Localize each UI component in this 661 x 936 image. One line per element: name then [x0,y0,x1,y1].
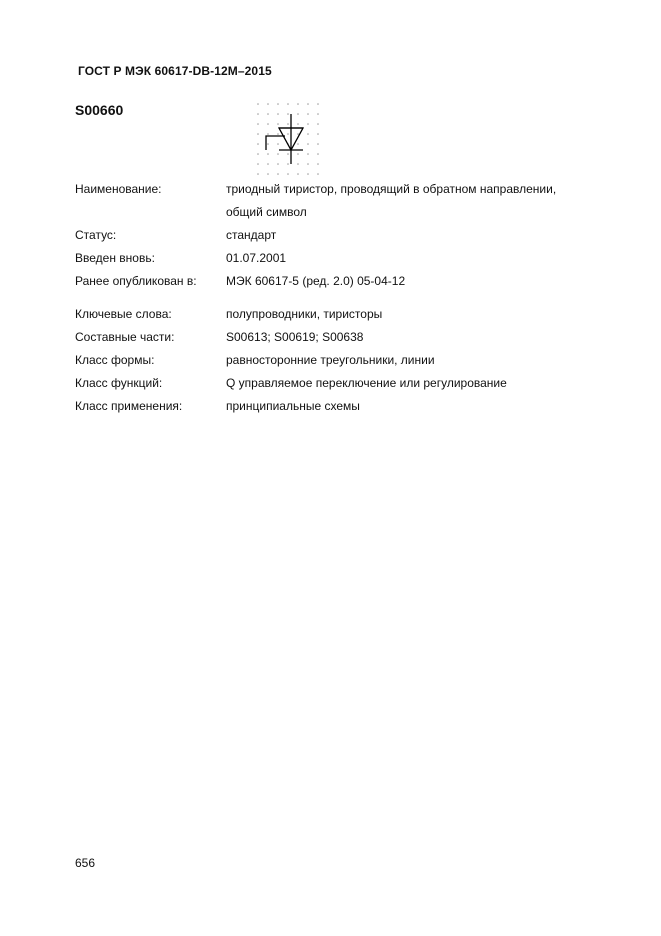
grid-dot [257,133,259,135]
symbol-attributes [75,178,595,418]
grid-dot [317,103,319,105]
grid-dot [257,153,259,155]
grid-dot [267,123,269,125]
grid-dot [257,103,259,105]
grid-dot [307,113,309,115]
symbol-gate [266,136,285,150]
grid-dot [307,153,309,155]
grid-dot [277,123,279,125]
attribute-row [75,270,595,293]
grid-dot [287,133,289,135]
grid-dot [277,103,279,105]
attribute-value: стандарт [226,228,277,242]
attribute-value: принципиальные схемы [226,399,360,413]
grid-dot [297,113,299,115]
group-gap [75,293,595,303]
grid-dot [287,173,289,175]
grid-dot [257,173,259,175]
grid-dot [307,133,309,135]
grid-dot [267,133,269,135]
attribute-label: Класс применения: [75,399,183,413]
attribute-row [75,303,595,326]
attribute-row [75,326,595,349]
grid-dot [307,173,309,175]
attribute-value: 01.07.2001 [226,251,287,265]
attribute-label: Ключевые слова: [75,307,172,321]
grid-dot [307,123,309,125]
attribute-label: Составные части: [75,330,175,344]
grid-dot [287,153,289,155]
grid-dot [297,163,299,165]
grid-dot [277,163,279,165]
attribute-group-secondary [75,303,595,418]
document-header: ГОСТ Р МЭК 60617-DB-12M–2015 [78,64,272,78]
attribute-label: Статус: [75,228,117,242]
reverse-conducting-triode-thyristor-icon [252,100,324,178]
grid-dot [267,143,269,145]
attribute-label: Класс функций: [75,376,163,390]
grid-dot [277,133,279,135]
attribute-label: Ранее опубликован в: [75,274,197,288]
attribute-row [75,372,595,395]
attribute-row [75,395,595,418]
grid-dot [267,113,269,115]
grid-dot [287,103,289,105]
grid-dot [317,173,319,175]
attribute-row [75,349,595,372]
grid-dot [277,143,279,145]
attribute-label: Наименование: [75,182,162,196]
grid-dot [297,123,299,125]
grid-dot [257,113,259,115]
attribute-label: Класс формы: [75,353,155,367]
grid-dot [277,153,279,155]
grid-dot [307,143,309,145]
grid-dot [297,103,299,105]
attribute-value: триодный тиристор, проводящий в обратном направлении, общий символ [226,182,557,219]
grid-dot [267,153,269,155]
grid-dot [297,153,299,155]
page-number: 656 [75,856,96,870]
grid-dot [287,113,289,115]
attribute-value: МЭК 60617-5 (ред. 2.0) 05-04-12 [226,274,406,288]
attribute-label: Введен вновь: [75,251,155,265]
grid-dot [297,133,299,135]
grid-dot [317,153,319,155]
grid-dot [307,103,309,105]
grid-dot [287,123,289,125]
symbol-code: S00660 [75,102,124,118]
grid-dot [257,123,259,125]
attribute-value: Q управляемое переключение или регулирование [226,376,507,390]
grid-dot [317,133,319,135]
attribute-row [75,224,595,247]
grid-dot [277,113,279,115]
grid-dot [317,113,319,115]
attribute-row [75,178,595,224]
attribute-row [75,247,595,270]
grid-dot [287,163,289,165]
attribute-value: полупроводники, тиристоры [226,307,383,321]
grid-dot [257,163,259,165]
grid-dot [307,163,309,165]
attribute-value: S00613; S00619; S00638 [226,330,364,344]
grid-dot [267,163,269,165]
grid-dot [317,123,319,125]
attribute-group-primary [75,178,595,293]
grid-dot [297,173,299,175]
grid-dot [267,103,269,105]
grid-dot [267,173,269,175]
grid-dot [277,173,279,175]
attribute-value: равносторонние треугольники, линии [226,353,435,367]
grid-dot [317,163,319,165]
grid-dot [297,143,299,145]
grid-dot [317,143,319,145]
grid-dot [257,143,259,145]
